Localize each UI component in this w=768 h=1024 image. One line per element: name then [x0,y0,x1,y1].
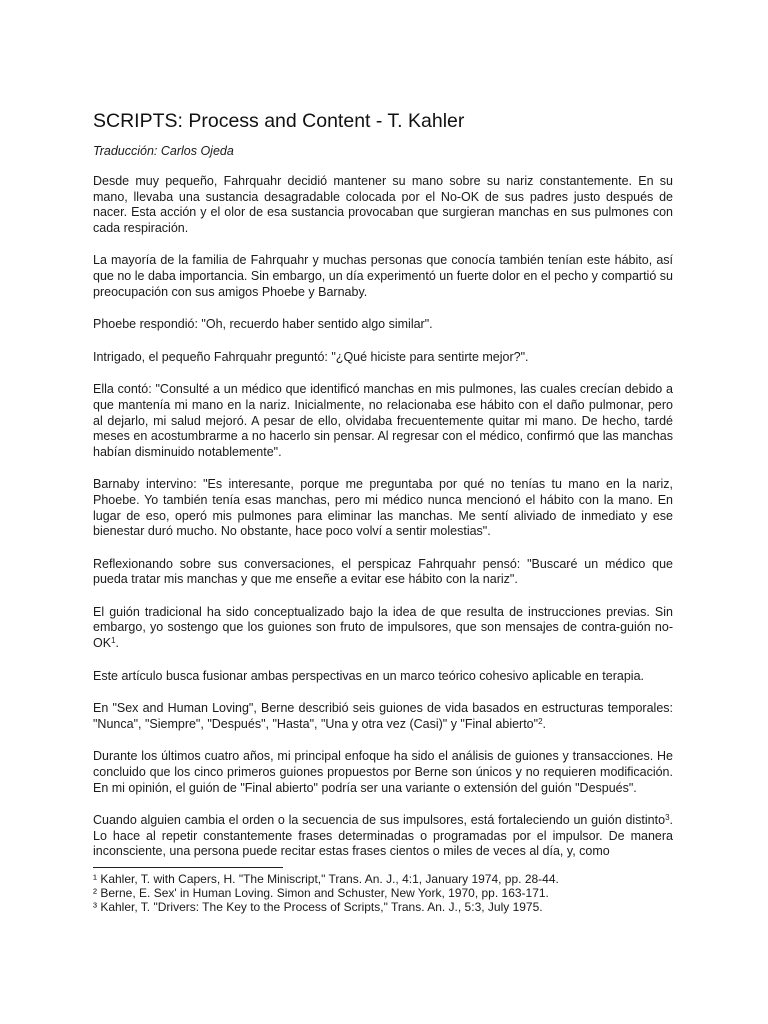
document-title: SCRIPTS: Process and Content - T. Kahler [93,110,465,132]
paragraph: Este artículo busca fusionar ambas perspectivas en un marco teórico cohesivo aplicable en terapia. [93,668,644,683]
footnote-divider [93,867,283,868]
paragraph: Intrigado, el pequeño Fahrquahr preguntó: "¿Qué hiciste para sentirte mejor?". [93,349,529,364]
document-body [93,174,673,860]
paragraph: Durante los últimos cuatro años, mi principal enfoque ha sido el análisis de guiones y transacciones. He concluido que los cinco primeros guiones propuestos por Berne son únicos y no requieren modificación. En mi opinión, el guión de "Final abierto" podría ser una variante o extensión del guión "Después". [93,749,673,795]
document-page [93,108,673,914]
footnote-marker: 2 [538,716,543,726]
paragraph: Cuando alguien cambia el orden o la secuencia de sus impulsores, está fortaleciendo un guión distinto$^3$. Lo hace al repetir constantemente frases determinadas o programadas por el impulsor. De manera inconsciente, una persona puede recitar estas frases cientos o miles de veces al día, y, como [93,813,673,859]
paragraph: En "Sex and Human Loving", Berne describió seis guiones de vida basados en estructuras temporales: "Nunca", "Siempre", "Después", "Hasta", "Una y otra vez (Casi)" y "Final abierto"$^2$. [93,701,673,731]
paragraph: Barnaby intervino: "Es interesante, porque me preguntaba por qué no tenías tu mano en la nariz, Phoebe. Yo también tenía esas manchas, pero mi médico nunca mencionó el hábito con la mano. En lugar de eso, operó mis pulmones para eliminar las manchas. Me sentí aliviado de inmediato y ese bienestar duró mucho. No obstante, hace poco volví a sentir molestias". [93,477,673,539]
paragraph: El guión tradicional ha sido conceptualizado bajo la idea de que resulta de instrucciones previas. Sin embargo, yo sostengo que los guiones son fruto de impulsores, que son mensajes de contra-guión $no-OK^1$. [93,604,673,651]
paragraph: Ella contó: "Consulté a un médico que identificó manchas en mis pulmones, las cuales crecían debido a que mantenía mi mano en la nariz. Inicialmente, no relacionaba ese hábito con el daño pulmonar, pero al dejarlo, mi salud mejoró. A pesar de ello, olvidaba frecuentemente quitar mi mano. De hecho, tardé meses en acostumbrarme a no hacerlo sin pensar. Al regresar con el médico, confirmó que las manchas habían disminuido notablemente". [93,382,673,459]
paragraph: Desde muy pequeño, Fahrquahr decidió mantener su mano sobre su nariz constantemente. En su mano, llevaba una sustancia desagradable colocada por el No-OK de sus padres justo después de nacer. Esta acción y el olor de esa sustancia provocaban que surgieran manchas en sus pulmones con cada respiración. [93,174,673,235]
translator-credit: Traducción: Carlos Ojeda [93,144,234,158]
footnote-marker: 3 [665,813,670,823]
footnote: ¹ Kahler, T. with Capers, H. "The Miniscript," Trans. An. J., 4:1, January 1974, pp. 28-44. [93,872,559,886]
paragraph: Reflexionando sobre sus conversaciones, el perspicaz Fahrquahr pensó: "Buscaré un médico que pueda tratar mis manchas y que me enseñe a evitar ese hábito con la nariz". [93,556,673,587]
footnotes [93,872,673,914]
paragraph: Phoebe respondió: "Oh, recuerdo haber sentido algo similar". [93,317,433,332]
footnote: ² Berne, E. Sex' in Human Loving. Simon and Schuster, New York, 1970, pp. 163-171. [93,886,549,900]
footnote: ³ Kahler, T. "Drivers: The Key to the Process of Scripts," Trans. An. J., 5:3, July 1975. [93,900,543,914]
paragraph: La mayoría de la familia de Fahrquahr y muchas personas que conocía también tenían este hábito, así que no le daba importancia. Sin embargo, un día experimentó un fuerte dolor en el pecho y compartió su preocupación con sus amigos Phoebe y Barnaby. [93,253,673,299]
footnote-marker: 1 [111,636,116,646]
